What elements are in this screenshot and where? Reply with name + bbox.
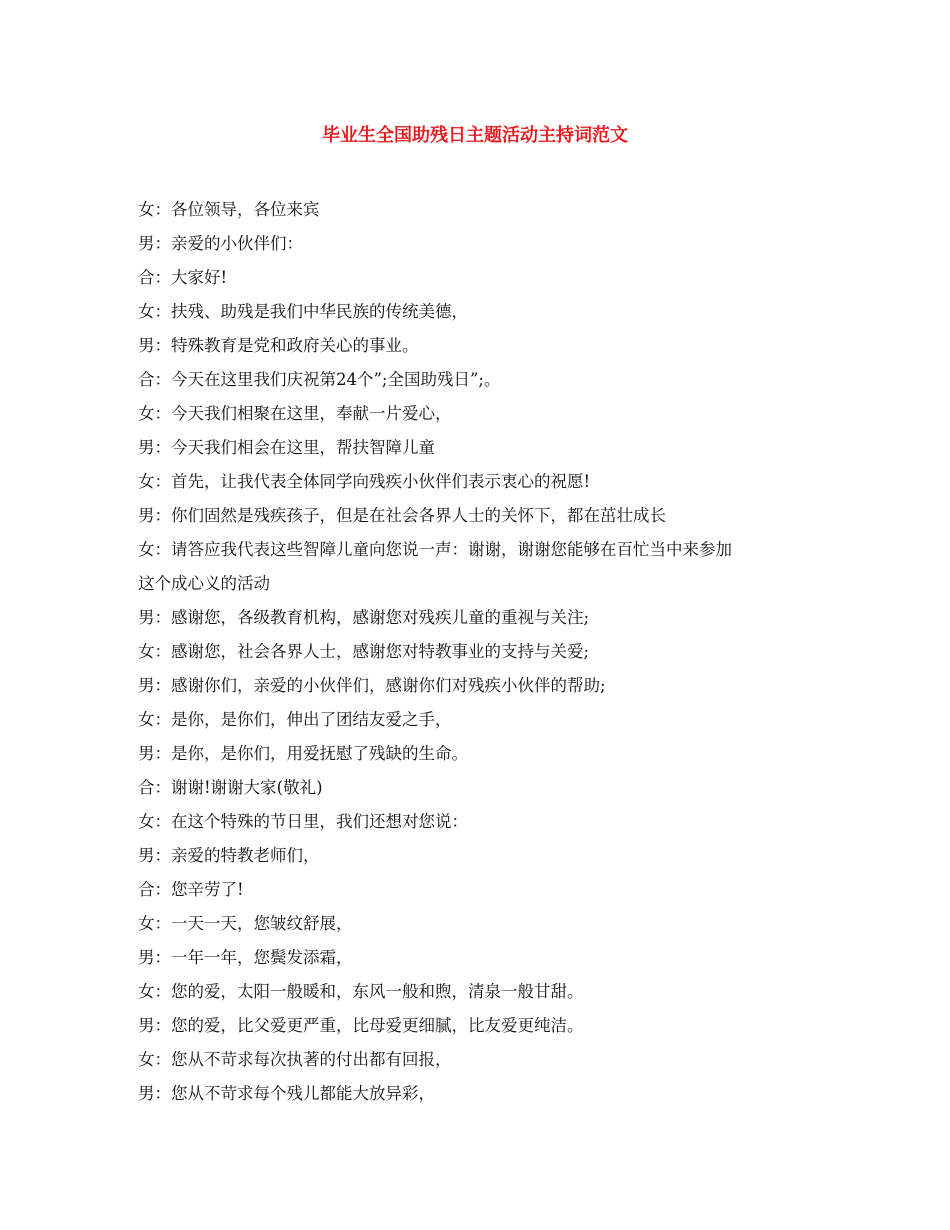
- script-line: 男：感谢您，各级教育机构，感谢您对残疾儿童的重视与关注;: [138, 608, 590, 627]
- script-line: 男：感谢你们，亲爱的小伙伴们，感谢你们对残疾小伙伴的帮助;: [138, 676, 606, 695]
- script-line: 女：在这个特殊的节日里，我们还想对您说：: [138, 812, 468, 831]
- script-line: 男：您从不苛求每个残儿都能大放异彩，: [138, 1084, 435, 1103]
- script-line: 男：亲爱的特教老师们，: [138, 846, 320, 865]
- script-line: 合：今天在这里我们庆祝第24个”;全国助残日”;。: [138, 370, 501, 389]
- script-line: 男：是你，是你们，用爱抚慰了残缺的生命。: [138, 744, 468, 763]
- script-line: 这个成心义的活动: [138, 574, 270, 593]
- script-line: 男：一年一年，您鬓发添霜，: [138, 948, 353, 967]
- document-body: [138, 193, 814, 1111]
- script-line: 合：您辛劳了!: [138, 880, 244, 899]
- script-line: 男：亲爱的小伙伴们：: [138, 234, 303, 253]
- script-line: 女：您从不苛求每次执著的付出都有回报，: [138, 1050, 452, 1069]
- script-line: 女：您的爱，太阳一般暖和，东风一般和煦，清泉一般甘甜。: [138, 982, 584, 1001]
- script-line: 男：特殊教育是党和政府关心的事业。: [138, 336, 419, 355]
- script-line: 女：一天一天，您皱纹舒展，: [138, 914, 353, 933]
- script-line: 女：是你，是你们，伸出了团结友爱之手，: [138, 710, 452, 729]
- script-line: 女：各位领导，各位来宾: [138, 200, 320, 219]
- script-line: 女：请答应我代表这些智障儿童向您说一声：谢谢，谢谢您能够在百忙当中来参加: [138, 540, 732, 559]
- script-line: 女：今天我们相聚在这里，奉献一片爱心，: [138, 404, 452, 423]
- script-line: 女：扶残、助残是我们中华民族的传统美德，: [138, 302, 468, 321]
- script-line: 女：首先，让我代表全体同学向残疾小伙伴们表示衷心的祝愿!: [138, 472, 591, 491]
- document-title: 毕业生全国助残日主题活动主持词范文: [322, 125, 628, 146]
- script-line: 男：您的爱，比父爱更严重，比母爱更细腻，比友爱更纯洁。: [138, 1016, 584, 1035]
- script-line: 男：你们固然是残疾孩子，但是在社会各界人士的关怀下，都在茁壮成长: [138, 506, 666, 525]
- script-line: 男：今天我们相会在这里，帮扶智障儿童: [138, 438, 435, 457]
- script-line: 合：谢谢!谢谢大家(敬礼): [138, 778, 323, 797]
- script-line: 女：感谢您，社会各界人士，感谢您对特教事业的支持与关爱;: [138, 642, 590, 661]
- script-line: 合：大家好!: [138, 268, 228, 287]
